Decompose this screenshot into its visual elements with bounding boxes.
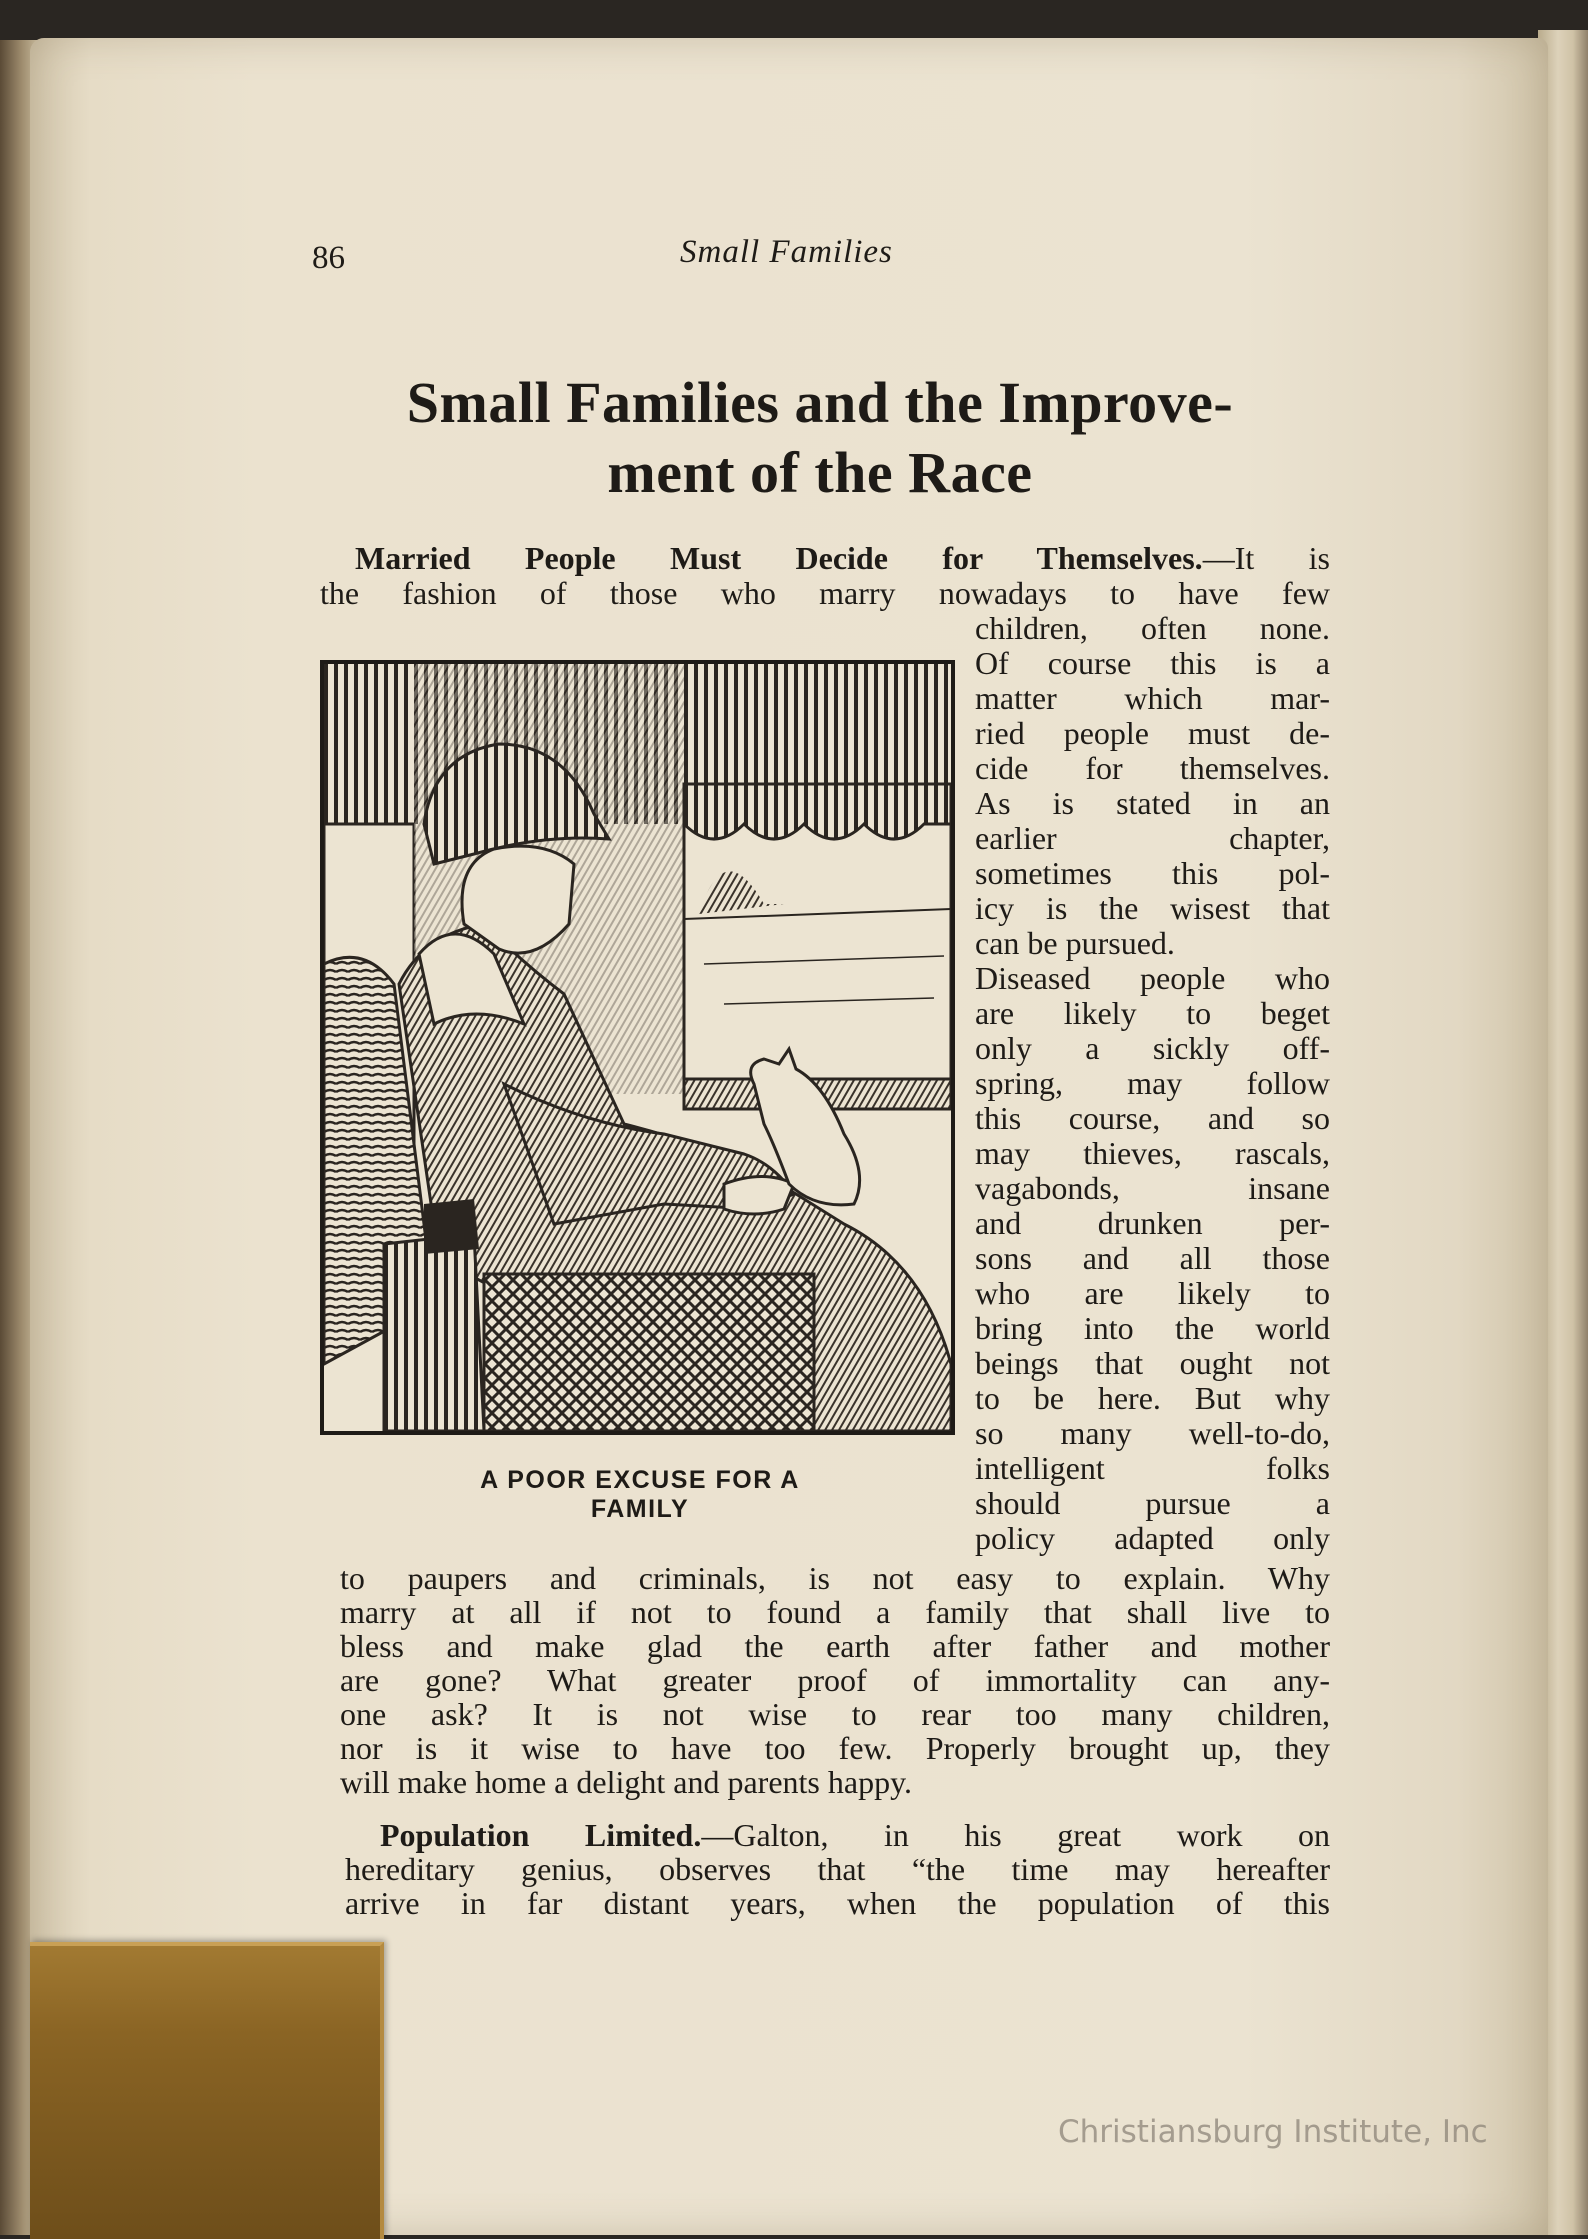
umbrella-stand-shape — [384, 1234, 484, 1431]
paragraph-line: one ask? It is not wise to rear too many children, — [340, 1696, 1330, 1732]
paragraph-line: icy is the wisest that — [975, 890, 1330, 926]
paragraph-line: earlier chapter, — [975, 820, 1330, 856]
paragraph-line: may thieves, rascals, — [975, 1135, 1330, 1171]
paragraph-line: sometimes this pol- — [975, 855, 1330, 891]
paragraph-line: children, often none. — [975, 610, 1330, 646]
paragraph-line: As is stated in an — [975, 785, 1330, 821]
running-head: Small Families — [680, 234, 893, 270]
paragraph-line: —Galton, in his great work on — [701, 1817, 1331, 1853]
paragraph-line: to be here. But why — [975, 1380, 1330, 1416]
title-line-1: Small Families and the Improve- — [406, 370, 1234, 435]
paragraph-line: to paupers and criminals, is not easy to explain. Why — [340, 1560, 1330, 1596]
hand-shape — [724, 1177, 794, 1215]
paragraph-line: nor is it wise to have too few. Properly brought up, they — [340, 1730, 1330, 1766]
paragraph-line: cide for themselves. — [975, 750, 1330, 786]
paragraph-line: ried people must de- — [975, 715, 1330, 751]
figure-caption — [420, 1466, 860, 1524]
paragraph-line: are gone? What greater proof of immortality can any- — [340, 1662, 1330, 1698]
caption-line-2: FAMILY — [590, 1495, 690, 1523]
paragraph-line: matter which mar- — [975, 680, 1330, 716]
page-title — [300, 368, 1340, 508]
paragraph-line: can be pursued. — [975, 925, 1175, 961]
paragraph-line: hereditary genius, observes that “the time may hereafter — [345, 1851, 1330, 1887]
caption-line-1: A POOR EXCUSE FOR A — [480, 1466, 800, 1494]
paragraph-line: marry at all if not to found a family that shall live to — [340, 1594, 1330, 1630]
section-1-heading: Married People Must Decide for Themselves. — [355, 540, 1203, 576]
title-line-2: ment of the Race — [607, 440, 1033, 505]
paragraph-line: beings that ought not — [975, 1345, 1330, 1381]
page-number: 86 — [312, 240, 345, 276]
paragraph-line: sons and all those — [975, 1240, 1330, 1276]
section-2-first-line — [380, 1818, 1330, 1853]
paragraph-line: bring into the world — [975, 1310, 1330, 1346]
engraving-drawing — [324, 664, 951, 1431]
paragraph-line: the fashion of those who marry nowadays to have few — [320, 575, 1330, 611]
paragraph-line: spring, may follow — [975, 1065, 1330, 1101]
paragraph-line: and drunken per- — [975, 1205, 1330, 1241]
paragraph-line: policy adapted only — [975, 1520, 1330, 1556]
paragraph-line: vagabonds, insane — [975, 1170, 1330, 1206]
watermark-text: Christiansburg Institute, Inc — [1058, 2114, 1488, 2150]
paragraph-line: —It is — [1202, 540, 1331, 576]
paragraph-line: arrive in far distant years, when the population of this — [345, 1885, 1330, 1921]
paragraph-line: only a sickly off- — [975, 1030, 1330, 1066]
bookmark-ribbon — [30, 1942, 384, 2239]
paragraph-line: Diseased people who — [975, 960, 1330, 996]
section-1-first-line — [355, 541, 1330, 576]
lattice-table-shape — [484, 1274, 814, 1431]
paragraph-line: intelligent folks — [975, 1450, 1330, 1486]
paragraph-line: are likely to beget — [975, 995, 1330, 1031]
paragraph-line: this course, and so — [975, 1100, 1330, 1136]
paragraph-line: Of course this is a — [975, 645, 1330, 681]
paragraph-line: so many well-to-do, — [975, 1415, 1330, 1451]
paragraph-line: should pursue a — [975, 1485, 1330, 1521]
paragraph-line: bless and make glad the earth after father and mother — [340, 1628, 1330, 1664]
section-2-heading: Population Limited. — [380, 1817, 702, 1853]
illustration-woman-with-cat — [320, 660, 955, 1435]
paragraph-line: will make home a delight and parents happy. — [340, 1764, 912, 1800]
paragraph-line: who are likely to — [975, 1275, 1330, 1311]
